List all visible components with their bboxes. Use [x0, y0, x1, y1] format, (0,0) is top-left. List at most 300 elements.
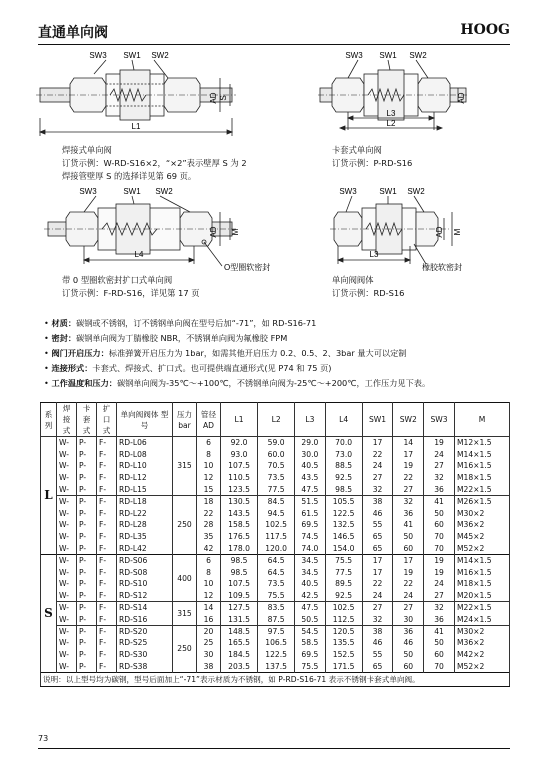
sw3-cell: 41: [424, 495, 455, 507]
l2-cell: 102.5: [258, 519, 295, 531]
th-sw2: SW2: [393, 403, 424, 437]
model-cell: RD-L18: [117, 495, 173, 507]
ad-cell: 30: [197, 649, 221, 661]
l1-cell: 184.5: [221, 649, 258, 661]
flare-cell: F-: [97, 578, 117, 590]
th-l2: L2: [258, 403, 295, 437]
l3-cell: 47.5: [295, 484, 325, 496]
sw2-cell: 46: [393, 637, 424, 649]
l2-cell: 137.5: [258, 661, 295, 673]
sw1-cell: 65: [362, 543, 393, 555]
l2-cell: 94.5: [258, 507, 295, 519]
flare-cell: F-: [97, 590, 117, 602]
l3-cell: 54.5: [295, 625, 325, 637]
l1-cell: 178.0: [221, 543, 258, 555]
l3-cell: 42.5: [295, 590, 325, 602]
m-cell: M12×1.5: [454, 437, 509, 449]
m-cell: M16×1.5: [454, 460, 509, 472]
flare-cell: F-: [97, 566, 117, 578]
sw3-cell: 60: [424, 519, 455, 531]
l1-cell: 143.5: [221, 507, 258, 519]
series-cell: S: [41, 554, 57, 672]
l4-cell: 88.5: [325, 460, 362, 472]
fig2-caption: [332, 144, 412, 170]
fig1-sw3-label: SW3: [89, 51, 107, 60]
model-cell: RD-L22: [117, 507, 173, 519]
weld-cell: W-: [57, 519, 77, 531]
sw1-cell: 32: [362, 613, 393, 625]
l2-cell: 117.5: [258, 531, 295, 543]
ferrule-cell: P-: [77, 602, 97, 614]
l4-cell: 154.0: [325, 543, 362, 555]
fig4-sw2-label: SW2: [407, 187, 425, 196]
sw2-cell: 14: [393, 437, 424, 449]
ferrule-cell: P-: [77, 649, 97, 661]
l2-cell: 84.5: [258, 495, 295, 507]
m-cell: M45×2: [454, 531, 509, 543]
sw3-cell: 24: [424, 448, 455, 460]
table-row: [41, 661, 510, 673]
sw1-cell: 38: [362, 625, 393, 637]
pressure-cell: 250: [173, 625, 197, 672]
sw1-cell: 17: [362, 437, 393, 449]
table-row: [41, 519, 510, 531]
series-cell: L: [41, 437, 57, 555]
spec-material: • 材质：碳钢或不锈钢，订不锈钢单向阀在型号后加“-71”，如 RD-S16-71: [44, 318, 317, 328]
table-row: [41, 543, 510, 555]
l3-cell: 47.5: [295, 602, 325, 614]
sw1-cell: 46: [362, 507, 393, 519]
l4-cell: 122.5: [325, 507, 362, 519]
l4-cell: 92.5: [325, 472, 362, 484]
l2-cell: 97.5: [258, 625, 295, 637]
l2-cell: 77.5: [258, 484, 295, 496]
l4-cell: 70.0: [325, 437, 362, 449]
ferrule-cell: P-: [77, 531, 97, 543]
table-header-row: [41, 403, 510, 437]
weld-cell: W-: [57, 625, 77, 637]
sw1-cell: 38: [362, 495, 393, 507]
l1-cell: 109.5: [221, 590, 258, 602]
model-cell: RD-L08: [117, 448, 173, 460]
figure-welded-check-valve: [36, 48, 236, 143]
figure-check-valve-body: [330, 184, 480, 276]
flare-cell: F-: [97, 448, 117, 460]
l3-cell: 34.5: [295, 566, 325, 578]
weld-cell: W-: [57, 661, 77, 673]
th-model: 单向阀阀体 型 号: [117, 403, 173, 437]
l3-cell: 74.5: [295, 531, 325, 543]
model-cell: RD-S08: [117, 566, 173, 578]
ad-cell: 12: [197, 472, 221, 484]
l1-cell: 176.5: [221, 531, 258, 543]
fig3-caption: [62, 274, 200, 300]
m-cell: M14×1.5: [454, 554, 509, 566]
ferrule-cell: P-: [77, 519, 97, 531]
weld-cell: W-: [57, 437, 77, 449]
l1-cell: 123.5: [221, 484, 258, 496]
l4-cell: 132.5: [325, 519, 362, 531]
spec-connection: • 连接形式：卡套式、焊接式、扩口式。也可提供端直通形式(见 P74 和 75 页): [44, 363, 332, 373]
fig4-sw3-label: SW3: [339, 187, 357, 196]
ad-cell: 38: [197, 661, 221, 673]
ad-cell: 28: [197, 519, 221, 531]
brand-logo-text: HOOG: [460, 22, 510, 38]
sw2-cell: 24: [393, 590, 424, 602]
table-row: [41, 460, 510, 472]
sw1-cell: 27: [362, 472, 393, 484]
sw2-cell: 22: [393, 578, 424, 590]
figure-ferrule-check-valve: [318, 48, 468, 143]
sw2-cell: 32: [393, 495, 424, 507]
ad-cell: 15: [197, 484, 221, 496]
spec-temperature: • 工作温度和压力：碳钢单向阀为-35℃～+100℃，不锈钢单向阀为-25℃～+200℃，工作压力见下表。: [44, 378, 431, 388]
weld-cell: W-: [57, 484, 77, 496]
weld-cell: W-: [57, 649, 77, 661]
l2-cell: 60.0: [258, 448, 295, 460]
th-m: M: [454, 403, 509, 437]
m-cell: M18×1.5: [454, 578, 509, 590]
l1-cell: 165.5: [221, 637, 258, 649]
l4-cell: 120.5: [325, 625, 362, 637]
fig3-m-label: M: [231, 228, 240, 236]
ferrule-cell: P-: [77, 661, 97, 673]
sw2-cell: 27: [393, 484, 424, 496]
l2-cell: 83.5: [258, 602, 295, 614]
m-cell: M52×2: [454, 543, 509, 555]
l1-cell: 92.0: [221, 437, 258, 449]
sw3-cell: 36: [424, 484, 455, 496]
model-cell: RD-S20: [117, 625, 173, 637]
th-l3: L3: [295, 403, 325, 437]
flare-cell: F-: [97, 602, 117, 614]
weld-cell: W-: [57, 472, 77, 484]
l2-cell: 122.5: [258, 649, 295, 661]
rubber-callout: 橡胶软密封: [422, 263, 462, 272]
l4-cell: 98.5: [325, 484, 362, 496]
ferrule-cell: P-: [77, 484, 97, 496]
table-row: [41, 613, 510, 625]
table-row: [41, 554, 510, 566]
fig3-sw3-label: SW3: [79, 187, 97, 196]
ferrule-cell: P-: [77, 460, 97, 472]
sw3-cell: 19: [424, 566, 455, 578]
l4-cell: 89.5: [325, 578, 362, 590]
weld-cell: W-: [57, 578, 77, 590]
sw2-cell: 41: [393, 519, 424, 531]
fig2-order-example: 订货示例：P-RD-S16: [332, 158, 413, 168]
sw1-cell: 24: [362, 590, 393, 602]
sw2-cell: 60: [393, 661, 424, 673]
weld-cell: W-: [57, 495, 77, 507]
weld-cell: W-: [57, 448, 77, 460]
l3-cell: 51.5: [295, 495, 325, 507]
ferrule-cell: P-: [77, 448, 97, 460]
th-sw1: SW1: [362, 403, 393, 437]
table-row: [41, 637, 510, 649]
fig3-sw1-label: SW1: [123, 187, 141, 196]
sw3-cell: 50: [424, 637, 455, 649]
sw1-cell: 27: [362, 602, 393, 614]
m-cell: M30×2: [454, 507, 509, 519]
l3-cell: 30.0: [295, 448, 325, 460]
m-cell: M18×1.5: [454, 472, 509, 484]
ad-cell: 8: [197, 566, 221, 578]
model-cell: RD-S06: [117, 554, 173, 566]
l1-cell: 98.5: [221, 554, 258, 566]
table-note: 说明：以上型号均为碳钢，型号后面加上“-71”表示材质为不锈钢，如 P-RD-S16-71 表示不锈钢卡套式单向阀。: [41, 672, 510, 686]
l2-cell: 70.5: [258, 460, 295, 472]
sw3-cell: 24: [424, 578, 455, 590]
m-cell: M14×1.5: [454, 448, 509, 460]
figure-flare-oring-check-valve: [44, 184, 294, 276]
weld-cell: W-: [57, 613, 77, 625]
ferrule-cell: P-: [77, 495, 97, 507]
l3-cell: 34.5: [295, 554, 325, 566]
ferrule-cell: P-: [77, 507, 97, 519]
table-note-row: [41, 672, 510, 686]
model-cell: RD-L28: [117, 519, 173, 531]
l4-cell: 152.5: [325, 649, 362, 661]
sw3-cell: 19: [424, 554, 455, 566]
table-row: [41, 566, 510, 578]
dimension-table: [40, 402, 510, 687]
weld-cell: W-: [57, 566, 77, 578]
ferrule-cell: P-: [77, 637, 97, 649]
weld-cell: W-: [57, 531, 77, 543]
pressure-cell: 400: [173, 554, 197, 601]
flare-cell: F-: [97, 661, 117, 673]
fig1-title: 焊接式单向阀: [62, 145, 112, 155]
l1-cell: 148.5: [221, 625, 258, 637]
sw1-cell: 46: [362, 637, 393, 649]
l3-cell: 58.5: [295, 637, 325, 649]
flare-cell: F-: [97, 519, 117, 531]
table-row: [41, 472, 510, 484]
sw3-cell: 50: [424, 507, 455, 519]
ad-cell: 6: [197, 437, 221, 449]
weld-cell: W-: [57, 590, 77, 602]
model-cell: RD-S38: [117, 661, 173, 673]
table-row: [41, 531, 510, 543]
model-cell: RD-L42: [117, 543, 173, 555]
fig2-sw2-label: SW2: [409, 51, 427, 60]
fig1-sw2-label: SW2: [151, 51, 169, 60]
sw1-cell: 17: [362, 566, 393, 578]
flare-cell: F-: [97, 649, 117, 661]
ad-cell: 14: [197, 602, 221, 614]
fig4-sw1-label: SW1: [379, 187, 397, 196]
sw3-cell: 19: [424, 437, 455, 449]
ferrule-cell: P-: [77, 613, 97, 625]
l1-cell: 93.0: [221, 448, 258, 460]
l4-cell: 102.5: [325, 602, 362, 614]
l3-cell: 69.5: [295, 519, 325, 531]
l1-cell: 203.5: [221, 661, 258, 673]
ad-cell: 25: [197, 637, 221, 649]
th-series: 系 列: [41, 403, 57, 437]
ad-cell: 10: [197, 460, 221, 472]
l2-cell: 64.5: [258, 554, 295, 566]
sw3-cell: 32: [424, 472, 455, 484]
sw3-cell: 70: [424, 531, 455, 543]
fig1-sw1-label: SW1: [123, 51, 141, 60]
l1-cell: 107.5: [221, 460, 258, 472]
sw2-cell: 19: [393, 460, 424, 472]
fig1-caption: [62, 144, 247, 183]
sw2-cell: 60: [393, 543, 424, 555]
fig3-order-example: 订货示例：F-RD-S16，详见第 17 页: [62, 288, 200, 298]
l2-cell: 64.5: [258, 566, 295, 578]
ad-cell: 10: [197, 578, 221, 590]
sw3-cell: 41: [424, 625, 455, 637]
m-cell: M22×1.5: [454, 602, 509, 614]
fig2-l3-label: L3: [386, 109, 396, 118]
sw1-cell: 65: [362, 531, 393, 543]
fig2-ad-label: AD: [457, 92, 466, 104]
flare-cell: F-: [97, 472, 117, 484]
weld-cell: W-: [57, 543, 77, 555]
sw1-cell: 32: [362, 484, 393, 496]
sw3-cell: 32: [424, 602, 455, 614]
sw2-cell: 50: [393, 649, 424, 661]
l1-cell: 127.5: [221, 602, 258, 614]
ad-cell: 12: [197, 590, 221, 602]
l3-cell: 40.5: [295, 460, 325, 472]
fig1-order-example: 订货示例：W-RD-S16×2，“×2”表示壁厚 S 为 2: [62, 158, 247, 168]
th-ferrule: 卡套 式: [77, 403, 97, 437]
page-header: [38, 22, 510, 44]
fig2-sw1-label: SW1: [379, 51, 397, 60]
model-cell: RD-L10: [117, 460, 173, 472]
fig2-l2-label: L2: [386, 119, 396, 128]
model-cell: RD-L15: [117, 484, 173, 496]
page-title: 直通单向阀: [38, 25, 108, 41]
fig2-title: 卡套式单向阀: [332, 145, 382, 155]
model-cell: RD-S30: [117, 649, 173, 661]
th-flare: 扩口 式: [97, 403, 117, 437]
ad-cell: 16: [197, 613, 221, 625]
l3-cell: 29.0: [295, 437, 325, 449]
model-cell: RD-L35: [117, 531, 173, 543]
weld-cell: W-: [57, 460, 77, 472]
ferrule-cell: P-: [77, 590, 97, 602]
sw1-cell: 22: [362, 448, 393, 460]
table-row: [41, 484, 510, 496]
m-cell: M16×1.5: [454, 566, 509, 578]
weld-cell: W-: [57, 554, 77, 566]
table-row: [41, 437, 510, 449]
weld-cell: W-: [57, 602, 77, 614]
l4-cell: 171.5: [325, 661, 362, 673]
m-cell: M26×1.5: [454, 495, 509, 507]
l3-cell: 69.5: [295, 649, 325, 661]
flare-cell: F-: [97, 495, 117, 507]
l2-cell: 87.5: [258, 613, 295, 625]
ad-cell: 20: [197, 625, 221, 637]
model-cell: RD-L06: [117, 437, 173, 449]
th-weld: 焊接 式: [57, 403, 77, 437]
l2-cell: 120.0: [258, 543, 295, 555]
l1-cell: 98.5: [221, 566, 258, 578]
sw3-cell: 60: [424, 649, 455, 661]
sw1-cell: 65: [362, 661, 393, 673]
fig4-l3-label: L3: [369, 250, 379, 259]
ad-cell: 22: [197, 507, 221, 519]
th-l4: L4: [325, 403, 362, 437]
m-cell: M20×1.5: [454, 590, 509, 602]
m-cell: M42×2: [454, 649, 509, 661]
fig3-ad-label: AD: [209, 226, 218, 238]
fig4-title: 单向阀阀体: [332, 275, 374, 285]
ad-cell: 42: [197, 543, 221, 555]
table-body: [41, 437, 510, 673]
fig1-l1-label: L1: [131, 122, 141, 131]
sw2-cell: 22: [393, 472, 424, 484]
fig3-sw2-label: SW2: [155, 187, 173, 196]
l3-cell: 40.5: [295, 578, 325, 590]
l4-cell: 112.5: [325, 613, 362, 625]
l1-cell: 131.5: [221, 613, 258, 625]
m-cell: M36×2: [454, 519, 509, 531]
ad-cell: 6: [197, 554, 221, 566]
flare-cell: F-: [97, 637, 117, 649]
table-row: [41, 625, 510, 637]
th-ad: 管径 AD: [197, 403, 221, 437]
ferrule-cell: P-: [77, 566, 97, 578]
flare-cell: F-: [97, 613, 117, 625]
sw1-cell: 55: [362, 649, 393, 661]
model-cell: RD-S14: [117, 602, 173, 614]
table-row: [41, 649, 510, 661]
model-cell: RD-S25: [117, 637, 173, 649]
ferrule-cell: P-: [77, 472, 97, 484]
flare-cell: F-: [97, 484, 117, 496]
fig4-m-label: M: [453, 228, 462, 236]
th-sw3: SW3: [424, 403, 455, 437]
ferrule-cell: P-: [77, 578, 97, 590]
sw2-cell: 19: [393, 566, 424, 578]
l1-cell: 110.5: [221, 472, 258, 484]
l2-cell: 75.5: [258, 590, 295, 602]
flare-cell: F-: [97, 460, 117, 472]
spec-cracking-pressure: • 阀门开启压力：标准弹簧开启压力为 1bar，如需其他开启压力 0.2、0.5、2、3bar 量大可以定制: [44, 348, 407, 358]
l4-cell: 92.5: [325, 590, 362, 602]
l2-cell: 73.5: [258, 578, 295, 590]
sw3-cell: 27: [424, 590, 455, 602]
oring-callout: O型圈软密封: [224, 263, 271, 272]
sw2-cell: 36: [393, 507, 424, 519]
spec-seal: • 密封：碳钢单向阀为丁腈橡胶 NBR，不锈钢单向阀为氟橡胶 FPM: [44, 333, 288, 343]
m-cell: M36×2: [454, 637, 509, 649]
pressure-cell: 315: [173, 437, 197, 496]
sw2-cell: 50: [393, 531, 424, 543]
th-pressure: 压力 bar: [173, 403, 197, 437]
fig3-title: 带 0 型圈软密封扩口式单向阀: [62, 275, 173, 285]
table-row: [41, 495, 510, 507]
ferrule-cell: P-: [77, 437, 97, 449]
table-row: [41, 602, 510, 614]
pressure-cell: 250: [173, 495, 197, 554]
l1-cell: 158.5: [221, 519, 258, 531]
flare-cell: F-: [97, 625, 117, 637]
l4-cell: 75.5: [325, 554, 362, 566]
fig4-caption: [332, 274, 404, 300]
ad-cell: 35: [197, 531, 221, 543]
table-row: [41, 448, 510, 460]
l1-cell: 130.5: [221, 495, 258, 507]
th-l1: L1: [221, 403, 258, 437]
